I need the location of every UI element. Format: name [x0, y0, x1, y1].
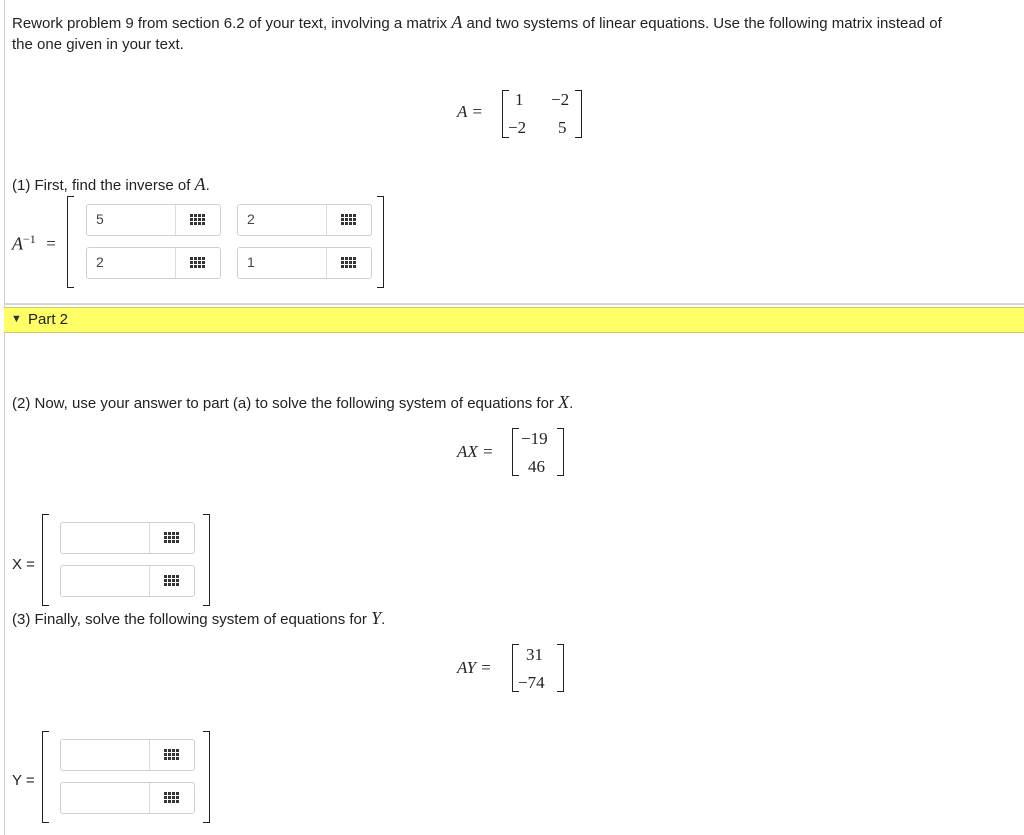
inverse-r2c1-input[interactable]	[86, 247, 221, 279]
problem-intro	[12, 12, 1017, 55]
y-left-bracket	[42, 731, 49, 823]
grid-icon[interactable]	[164, 532, 180, 544]
x-r1-input[interactable]	[60, 522, 195, 554]
inverse-r2c1-value: 2	[96, 254, 104, 270]
inverse-r1c2-input[interactable]	[237, 204, 372, 236]
x-label: X =	[12, 556, 35, 573]
intro-matrix-symbol: A	[451, 12, 463, 32]
x-r2-input[interactable]	[60, 565, 195, 597]
intro-text-2: and two systems of linear equations. Use the following matrix instead of	[462, 15, 942, 32]
x-right-bracket	[203, 514, 210, 606]
input-divider	[175, 248, 176, 278]
matrix-a-r2c2: 5	[558, 118, 567, 137]
inverse-right-bracket	[377, 196, 384, 288]
grid-icon[interactable]	[341, 214, 357, 226]
grid-icon[interactable]	[164, 792, 180, 804]
part1-prompt-symbol: A	[194, 174, 206, 194]
part1-prompt-period: .	[205, 177, 210, 194]
grid-icon[interactable]	[190, 214, 206, 226]
input-divider	[149, 740, 150, 770]
input-divider	[149, 566, 150, 596]
part2-header[interactable]	[4, 307, 1024, 333]
inverse-r1c2-value: 2	[247, 211, 255, 227]
ax-label: AX =	[457, 442, 494, 461]
ax-r2: 46	[528, 457, 545, 476]
ay-label: AY =	[457, 658, 492, 677]
triangle-down-icon[interactable]: ▼	[11, 313, 22, 325]
inverse-r2c2-input[interactable]	[237, 247, 372, 279]
inverse-label-base: A	[12, 233, 23, 254]
matrix-a-r1c1: 1	[515, 90, 524, 109]
intro-text-3: the one given in your text.	[12, 36, 184, 53]
grid-icon[interactable]	[341, 257, 357, 269]
part2-header-label: Part 2	[28, 311, 69, 328]
part1-prompt	[12, 174, 210, 196]
inverse-label-exponent: −1	[23, 232, 36, 246]
matrix-a-right-bracket	[575, 90, 582, 138]
grid-icon[interactable]	[164, 749, 180, 761]
input-divider	[175, 205, 176, 235]
grid-icon[interactable]	[164, 575, 180, 587]
ay-r1: 31	[526, 645, 543, 664]
part2-prompt-text: (2) Now, use your answer to part (a) to solve the following system of equations for	[12, 395, 559, 412]
matrix-a-r2c1: −2	[508, 118, 527, 137]
part2-prompt	[12, 392, 573, 414]
part3-prompt-period: .	[381, 611, 386, 628]
inverse-r2c2-value: 1	[247, 254, 255, 270]
y-r1-input[interactable]	[60, 739, 195, 771]
input-divider	[326, 205, 327, 235]
y-right-bracket	[203, 731, 210, 823]
ay-right-bracket	[557, 644, 564, 692]
part3-prompt	[12, 608, 385, 630]
part3-prompt-symbol: Y	[371, 608, 382, 628]
part2-prompt-symbol: X	[558, 392, 570, 412]
matrix-a-label: A =	[457, 102, 483, 121]
y-label: Y =	[12, 772, 35, 789]
part2-prompt-period: .	[569, 395, 574, 412]
ax-r1: −19	[521, 429, 548, 448]
part1-prompt-text: (1) First, find the inverse of	[12, 177, 195, 194]
input-divider	[149, 783, 150, 813]
part3-prompt-text: (3) Finally, solve the following system of equations for	[12, 611, 372, 628]
left-border	[4, 0, 5, 835]
intro-text-1: Rework problem 9 from section 6.2 of your text, involving a matrix	[12, 15, 452, 32]
input-divider	[149, 523, 150, 553]
matrix-a-r1c2: −2	[551, 90, 570, 109]
inverse-r1c1-value: 5	[96, 211, 104, 227]
inverse-left-bracket	[67, 196, 74, 288]
input-divider	[326, 248, 327, 278]
ay-r2: −74	[518, 673, 545, 692]
inverse-r1c1-input[interactable]	[86, 204, 221, 236]
inverse-label-equals: =	[46, 234, 56, 254]
inverse-label	[12, 232, 56, 254]
ax-left-bracket	[512, 428, 519, 476]
grid-icon[interactable]	[190, 257, 206, 269]
y-r2-input[interactable]	[60, 782, 195, 814]
ax-right-bracket	[557, 428, 564, 476]
part1-bottom-border	[4, 303, 1024, 305]
x-left-bracket	[42, 514, 49, 606]
